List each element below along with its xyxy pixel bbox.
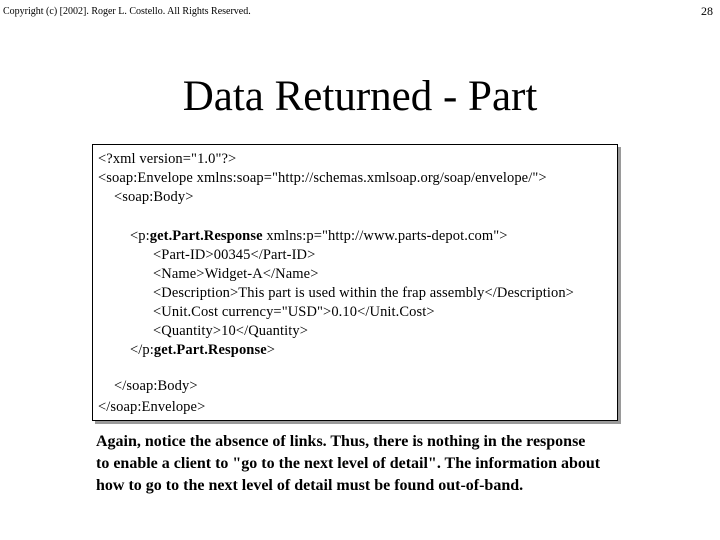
response-open-suffix: xmlns:p="http://www.parts-depot.com"> (262, 228, 508, 244)
explanation-paragraph (96, 431, 656, 497)
code-line-unit-cost: <Unit.Cost currency="USD">0.10</Unit.Cost> (153, 304, 435, 320)
response-close-prefix: </p: (130, 342, 154, 358)
code-line-part-id: <Part-ID>00345</Part-ID> (153, 247, 316, 263)
explanation-line: to enable a client to "go to the next level of detail". The information about (96, 455, 601, 472)
code-line-xml-declaration: <?xml version="1.0"?> (98, 151, 237, 167)
code-line-response-close (130, 342, 275, 359)
explanation-line: how to go to the next level of detail must be found out-of-band. (96, 477, 524, 494)
code-line-quantity: <Quantity>10</Quantity> (153, 323, 309, 339)
page-number: 28 (701, 4, 713, 18)
code-line-body-close: </soap:Body> (114, 378, 198, 394)
code-line-envelope-open: <soap:Envelope xmlns:soap="http://schemas.xmlsoap.org/soap/envelope/"> (98, 170, 547, 186)
response-open-element-name: get.Part.Response (149, 228, 263, 244)
slide-title: Data Returned - Part (182, 73, 538, 120)
explanation-line: Again, notice the absence of links. Thus, there is nothing in the response (96, 433, 586, 450)
code-line-name: <Name>Widget-A</Name> (153, 266, 319, 282)
code-line-description: <Description>This part is used within the frap assembly</Description> (153, 285, 574, 301)
code-line-response-open (130, 228, 508, 245)
code-line-envelope-close: </soap:Envelope> (98, 399, 206, 415)
copyright-notice: Copyright (c) [2002]. Roger L. Costello. All Rights Reserved. (3, 6, 251, 17)
xml-code-block (92, 144, 618, 421)
response-close-suffix: > (266, 342, 276, 358)
code-line-body-open: <soap:Body> (114, 189, 194, 205)
response-open-prefix: <p: (130, 228, 150, 244)
response-close-element-name: get.Part.Response (153, 342, 267, 358)
